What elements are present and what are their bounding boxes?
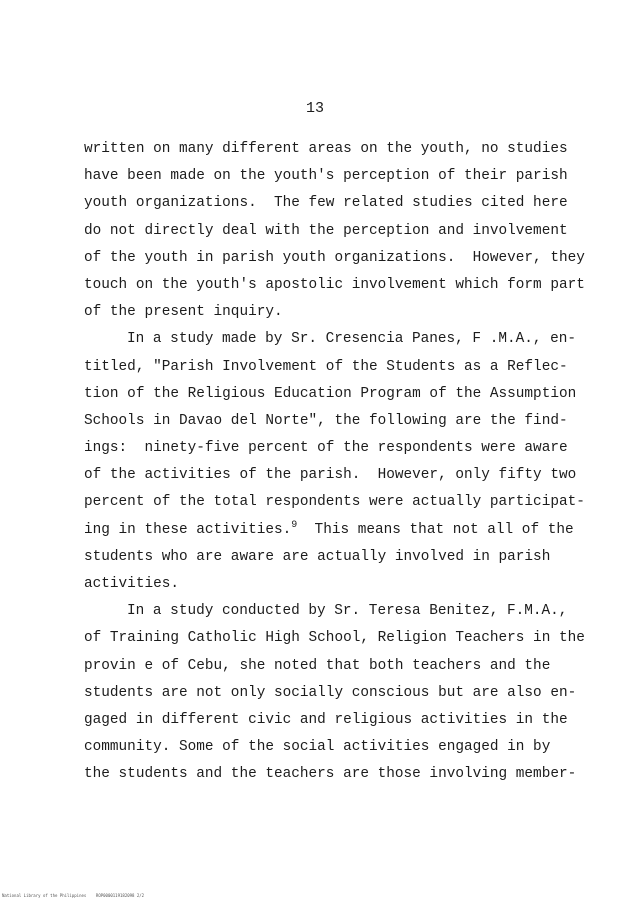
text-line: of Training Catholic High School, Religion Teachers in the bbox=[84, 630, 585, 647]
text-line: tion of the Religious Education Program of the Assumption bbox=[84, 385, 577, 402]
text-line: Schools in Davao del Norte", the following are the find- bbox=[84, 412, 568, 429]
text-line: of the activities of the parish. However, only fifty two bbox=[84, 467, 577, 484]
text-line: students who are aware are actually involved in parish bbox=[84, 548, 551, 565]
text-line-with-footnote: ing in these activities.$^9$ This means that not all of the bbox=[84, 519, 574, 538]
text-line: of the present inquiry. bbox=[84, 304, 283, 321]
page-number: 13 bbox=[306, 100, 325, 117]
paragraph-start-line: In a study conducted by Sr. Teresa Benitez, F.M.A., bbox=[127, 603, 568, 620]
text-line: do not directly deal with the perception and involvement bbox=[84, 222, 568, 239]
text-line: students are not only socially conscious but are also en- bbox=[84, 684, 577, 701]
text-line: have been made on the youth's perception of their parish bbox=[84, 168, 568, 185]
text-line: of the youth in parish youth organizations. However, they bbox=[84, 249, 585, 266]
paragraph-start-line: In a study made by Sr. Cresencia Panes, F .M.A., en- bbox=[127, 331, 577, 348]
text-line: touch on the youth's apostolic involvement which form part bbox=[84, 276, 585, 293]
text-line: provin e of Cebu, she noted that both teachers and the bbox=[84, 657, 551, 674]
text-line: gaged in different civic and religious activities in the bbox=[84, 711, 568, 728]
text-line: activities. bbox=[84, 576, 179, 592]
library-stamp: National Library of the Philippines ROP0000119182098 2/2 bbox=[2, 893, 145, 898]
text-line: written on many different areas on the youth, no studies bbox=[84, 141, 568, 157]
text-line: ings: ninety-five percent of the respondents were aware bbox=[84, 440, 568, 457]
text-line: titled, "Parish Involvement of the Students as a Reflec- bbox=[84, 358, 568, 375]
text-line: youth organizations. The few related studies cited here bbox=[84, 195, 568, 212]
text-line: community. Some of the social activities engaged in by bbox=[84, 739, 551, 756]
footnote-marker: 9 bbox=[291, 519, 298, 531]
text-line: the students and the teachers are those involving member- bbox=[84, 766, 577, 783]
text-line: percent of the total respondents were actually participat- bbox=[84, 494, 585, 511]
body-text bbox=[84, 136, 604, 789]
